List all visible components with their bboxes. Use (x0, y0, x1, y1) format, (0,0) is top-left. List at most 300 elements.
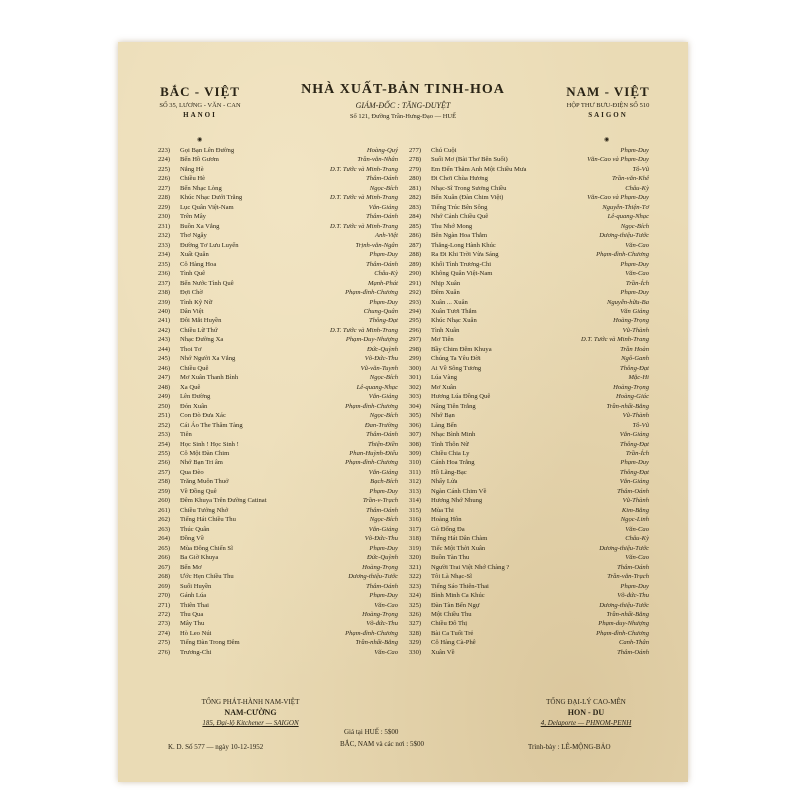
song-number: 294) (409, 307, 422, 315)
song-title: Tiếng Sáo Thiên-Thai (431, 582, 489, 590)
song-number: 264) (158, 535, 171, 543)
song-row (158, 572, 398, 581)
song-number: 309) (409, 450, 422, 457)
song-row (158, 241, 398, 250)
song-number: 231) (158, 222, 171, 230)
song-row (409, 174, 649, 183)
license-line: K. D. Số 577 — ngày 10-12-1952 (168, 743, 264, 751)
song-row (158, 203, 398, 212)
song-row (158, 440, 398, 449)
song-row (158, 222, 398, 231)
header-left (130, 84, 270, 119)
song-row (409, 572, 649, 581)
song-list-page (118, 42, 688, 782)
song-number: 256) (158, 459, 171, 467)
song-number: 257) (158, 468, 171, 476)
song-number: 236) (158, 270, 171, 278)
song-title: Về Đồng Quê (180, 487, 217, 495)
song-composer: Phạm-đình-Chương (596, 251, 649, 259)
song-title: Ai Về Sông Tương (431, 364, 482, 372)
song-row (409, 477, 649, 486)
song-composer: Thâm-Oánh (617, 648, 649, 656)
song-row (158, 468, 398, 477)
song-composer: Trần-Ích (625, 279, 649, 287)
song-list-left (158, 146, 398, 657)
song-title: Nhớ Bạn Tri âm (180, 459, 223, 467)
song-number: 268) (158, 573, 171, 581)
song-title: Đồng Về (180, 535, 204, 543)
song-row (409, 373, 649, 382)
song-title: Suối Mơ (Bài Thơ Bên Suối) (431, 156, 508, 164)
song-row (409, 392, 649, 401)
song-title: Đường Tơ Lưu Luyến (180, 241, 239, 249)
song-title: Bến Nước Tình Quê (180, 279, 234, 287)
song-row (158, 411, 398, 420)
song-composer: Thâm-Oánh (366, 213, 398, 221)
song-row (158, 250, 398, 259)
song-number: 319) (409, 544, 422, 552)
song-title: Học Sinh ! Học Sinh ! (180, 440, 239, 448)
song-composer: Tô-Vũ (632, 421, 649, 429)
song-title: Tiếng Hát Chiều Thu (180, 516, 236, 524)
song-composer: Mặc-Hi (628, 374, 649, 382)
song-title: Khối Tình Trương-Chi (431, 260, 492, 268)
song-title: Nhớ Cảnh Chiều Quê (431, 213, 489, 221)
song-composer: Phạm-đình-Chương (596, 629, 649, 637)
song-number: 279) (409, 165, 422, 173)
song-title: Cô Hàng Cà-Phê (431, 639, 476, 647)
song-number: 295) (409, 317, 422, 325)
song-composer: Thiện-Điền (367, 440, 398, 448)
song-number: 228) (158, 194, 171, 202)
designer-line: Trình-bày : LÊ-MỘNG-BẢO (528, 743, 611, 751)
song-composer: Văn-Cao và Phạm-Duy (587, 194, 649, 202)
brand-nam-viet: NAM - VIỆT (566, 84, 650, 99)
agent-address: 4, Delaporte — PHNOM-PENH (540, 719, 632, 727)
song-composer: Phạm-Duy (369, 592, 398, 600)
song-title: Bình Minh Ca Khúc (431, 592, 485, 600)
song-number: 272) (158, 610, 171, 618)
song-title: Hương Nhớ Nhung (431, 497, 483, 505)
song-composer: Ngọc-Bích (369, 184, 398, 192)
song-list-right (409, 146, 649, 657)
song-title: Lục Quân Việt-Nam (180, 203, 234, 211)
song-title: Tiếng Đàn Trong Đêm (180, 639, 240, 647)
song-row (158, 316, 398, 325)
song-composer: Văn-Cao (625, 270, 649, 278)
song-composer: Văn-Cao (625, 525, 649, 533)
song-composer: D.T. Tước và Minh-Trang (330, 326, 398, 334)
song-number: 288) (409, 251, 422, 259)
song-row (158, 591, 398, 600)
song-title: Em Đến Thăm Anh Một Chiều Mưa (431, 165, 527, 173)
distributor-saigon (168, 698, 333, 727)
brand-bac-viet: BẮC - VIỆT (160, 84, 240, 99)
song-row (409, 591, 649, 600)
song-number: 267) (158, 563, 171, 571)
song-title: Xuân Về (431, 648, 455, 656)
song-row (409, 563, 649, 572)
song-number: 299) (409, 355, 422, 363)
song-composer: Phạm-Duy (369, 544, 398, 552)
song-composer: Văn-Cao (625, 554, 649, 562)
page-footer (118, 698, 688, 778)
song-composer: Nguyễn-hữu-Ba (606, 298, 649, 306)
song-title: Tình Thôn Nữ (431, 440, 469, 448)
song-row (158, 477, 398, 486)
song-number: 312) (409, 478, 422, 486)
song-row (158, 449, 398, 458)
song-number: 321) (409, 563, 422, 571)
song-row (158, 174, 398, 183)
song-title: Bến Nhạc Lòng (180, 184, 222, 192)
song-row (158, 638, 398, 647)
song-row (158, 534, 398, 543)
song-title: Chiều Đô Thị (431, 620, 468, 628)
song-row (409, 534, 649, 543)
song-number: 316) (409, 516, 422, 524)
song-composer: Bạch-Bích (370, 478, 398, 486)
song-title: Mùa Thi (431, 506, 454, 514)
song-title: Đêm Xuân (431, 289, 460, 297)
song-title: Nhịp Xuân (431, 279, 461, 287)
header-center (268, 82, 538, 120)
song-number: 325) (409, 601, 422, 609)
song-row (158, 553, 398, 562)
ornament-icon: ◉ (604, 137, 610, 143)
song-number: 278) (409, 156, 422, 164)
song-title: Mơ Xuân Thanh Bình (180, 374, 239, 382)
song-number: 327) (409, 620, 422, 628)
song-composer: Văn-Giảng (368, 468, 398, 476)
song-title: Tình Kỹ Nữ (180, 298, 213, 306)
song-composer: Trần-văn-Khê (612, 175, 649, 183)
song-title: Thu Nhớ Mong (431, 222, 473, 230)
song-row (158, 392, 398, 401)
song-composer: Hoàng-Trọng (613, 317, 649, 325)
song-composer: D.T. Tước và Minh-Trang (330, 194, 398, 202)
song-title: Cô Một Đàn Chim (180, 450, 230, 457)
song-row (158, 458, 398, 467)
song-number: 330) (409, 648, 422, 656)
song-composer: Thâm-Oánh (617, 563, 649, 571)
song-title: Mơ Tiên (431, 336, 454, 344)
song-row (158, 430, 398, 439)
song-number: 237) (158, 279, 171, 287)
song-composer: Trần-Ích (625, 450, 649, 457)
song-row (158, 515, 398, 524)
song-title: Hồ Lãng-Bạc (431, 468, 467, 476)
song-title: Tiên (180, 431, 192, 439)
song-row (158, 146, 398, 155)
song-composer: Phạm-đình-Chương (345, 459, 398, 467)
song-composer: Phạm-Duy (620, 147, 649, 154)
song-number: 318) (409, 535, 422, 543)
song-row (409, 298, 649, 307)
song-composer: Châu-Kỳ (374, 270, 398, 278)
song-number: 282) (409, 194, 422, 202)
song-composer: Võ-Đức-Thu (364, 355, 398, 363)
song-number: 225) (158, 165, 171, 173)
song-composer: Dương-thiệu-Tước (599, 232, 649, 240)
song-title: Tình Xuân (431, 326, 460, 334)
song-row (409, 279, 649, 288)
song-title: Nhạc-Sĩ Trong Sương Chiều (431, 184, 507, 192)
song-number: 300) (409, 364, 422, 372)
song-number: 255) (158, 450, 171, 457)
song-composer: Trịnh-văn-Ngân (355, 241, 398, 249)
song-title: Làng Bến (431, 421, 457, 429)
song-composer: Phạm-Duy-Nhượng (345, 336, 398, 344)
song-number: 244) (158, 345, 171, 353)
song-composer: Thâm-Oánh (366, 175, 398, 183)
song-number: 259) (158, 487, 171, 495)
song-number: 296) (409, 326, 422, 334)
song-row (409, 326, 649, 335)
song-row (158, 335, 398, 344)
song-number: 275) (158, 639, 171, 647)
song-composer: Đan-Trường (364, 421, 398, 429)
song-composer: Vũ-Thành (622, 497, 649, 505)
song-composer: Anh-Việt (375, 232, 398, 240)
song-title: Nhạc Bình Minh (431, 431, 476, 439)
song-title: Ngàn Cánh Chim Về (431, 487, 487, 495)
song-number: 260) (158, 497, 171, 505)
song-composer: Ngọc-Bích (620, 222, 649, 230)
song-title: Xuất Quân (180, 251, 209, 259)
song-composer: Lê-quang-Nhạc (356, 383, 398, 391)
song-row (158, 402, 398, 411)
song-number: 226) (158, 175, 171, 183)
song-composer: Chung-Quân (363, 307, 398, 315)
song-composer: Tô-Vũ (632, 165, 649, 173)
song-number: 245) (158, 355, 171, 363)
song-composer: Ngọc-Bích (369, 516, 398, 524)
song-number: 293) (409, 298, 422, 306)
song-number: 291) (409, 279, 422, 287)
song-row (158, 544, 398, 553)
address-hanoi: SỐ 35, LƯƠNG - VĂN - CAN (159, 102, 241, 109)
agent-cambodia (506, 698, 666, 727)
song-number: 224) (158, 156, 171, 164)
agent-title: TỔNG ĐẠI-LÝ CAO-MÊN (546, 698, 626, 706)
song-composer: Ngọc-Bích (369, 374, 398, 382)
song-number: 285) (409, 222, 422, 230)
song-composer: Dương-thiệu-Tước (599, 601, 649, 609)
song-composer: Văn-Giảng (619, 431, 649, 439)
song-row (409, 203, 649, 212)
song-title: Hò Leo Núi (180, 629, 212, 637)
song-composer: Phạm-Duy (620, 289, 649, 297)
song-title: Cánh Hoa Trắng (431, 459, 475, 467)
song-row (158, 298, 398, 307)
song-title: Chúng Ta Yêu Đời (431, 355, 481, 363)
song-number: 238) (158, 289, 171, 297)
song-number: 229) (158, 203, 171, 211)
song-composer: Văn Giảng (620, 307, 649, 315)
song-number: 304) (409, 402, 422, 410)
song-composer: Thông-Đạt (620, 364, 649, 372)
song-composer: Hoàng-Giác (616, 393, 649, 401)
song-composer: Kim-Bằng (621, 506, 649, 514)
address-hue: Số 121, Đường Trần-Hưng-Đạo — HUẾ (349, 113, 457, 120)
song-composer: Phạm-đình-Chương (345, 629, 398, 637)
song-number: 310) (409, 459, 422, 467)
song-number: 243) (158, 336, 171, 344)
song-number: 269) (158, 582, 171, 590)
song-row (158, 487, 398, 496)
song-row (409, 487, 649, 496)
song-number: 328) (409, 629, 422, 637)
song-number: 253) (158, 431, 171, 439)
song-composer: Hoàng-Trọng (613, 383, 649, 391)
song-row (158, 648, 398, 657)
song-row (158, 326, 398, 335)
song-title: Bến Mơ (180, 563, 202, 571)
song-title: Dân Việt (180, 307, 204, 315)
song-composer: Mạnh-Phát (367, 279, 398, 287)
publisher-name: NHÀ XUẤT-BẢN TINH-HOA (301, 82, 505, 97)
song-composer: Văn-Giảng (368, 525, 398, 533)
song-row (409, 222, 649, 231)
song-row (409, 553, 649, 562)
song-number: 314) (409, 497, 422, 505)
song-composer: Trần-văn-Trạch (607, 573, 649, 581)
song-row (158, 165, 398, 174)
song-title: Chiều Quê (180, 364, 209, 372)
song-number: 297) (409, 336, 422, 344)
agent-name: HON - DU (567, 708, 605, 717)
song-composer: D.T. Tước và Minh-Trang (330, 222, 398, 230)
song-title: Xuân Tươi Thắm (431, 307, 477, 315)
song-row (409, 212, 649, 221)
song-row (158, 525, 398, 534)
song-number: 251) (158, 412, 171, 420)
song-title: Khúc Nhạc Xuân (431, 317, 477, 325)
distributor-title: TỔNG PHÁT-HÀNH NAM-VIỆT (201, 698, 300, 706)
song-title: Thơ Ngây (180, 232, 207, 240)
song-row (409, 231, 649, 240)
song-composer: Văn-Cao và Phạm-Duy (587, 156, 649, 164)
song-title: Nhẩy Lửa (431, 478, 458, 486)
song-row (409, 316, 649, 325)
song-number: 239) (158, 298, 171, 306)
song-title: Chiều Lữ Thứ (180, 326, 218, 334)
song-title: Đêm Khuya Trên Đường Catinat (180, 497, 267, 505)
song-row (158, 155, 398, 164)
song-composer: Phạm-Duy (369, 251, 398, 259)
song-title: Tôi Là Nhạc-Sĩ (431, 573, 473, 581)
song-number: 307) (409, 431, 422, 439)
song-composer: Châu-Kỳ (625, 535, 649, 543)
song-number: 323) (409, 582, 422, 590)
song-number: 241) (158, 317, 171, 325)
song-number: 317) (409, 525, 422, 533)
song-composer: Vũ-văn-Tuynh (360, 364, 398, 372)
song-composer: Trần-văn-Nhân (357, 156, 398, 164)
song-title: Thăng-Long Hành Khúc (431, 241, 496, 249)
song-row (409, 411, 649, 420)
song-composer: Vũ-Thành (622, 412, 649, 420)
song-composer: Phạm-đình-Chương (345, 402, 398, 410)
song-title: Chiều Hè (180, 175, 206, 183)
song-composer: Phạm-Duy (620, 260, 649, 268)
song-composer: Ngô-Ganh (621, 355, 649, 363)
song-number: 286) (409, 232, 422, 240)
song-row (409, 449, 649, 458)
song-title: Trương-Chi (180, 648, 212, 656)
song-row (409, 146, 649, 155)
song-composer: Thông-Đạt (620, 440, 649, 448)
song-title: Đôi Mắt Huyền (180, 317, 222, 325)
song-number: 289) (409, 260, 422, 268)
song-number: 308) (409, 440, 422, 448)
song-title: Ra Đi Khi Trời Vừa Sáng (431, 251, 499, 259)
song-title: Ước Hẹn Chiều Thu (180, 573, 234, 581)
song-title: Hoàng Hôn (431, 516, 462, 524)
song-row (158, 184, 398, 193)
song-title: Nâng Tiên Trắng (431, 402, 476, 410)
song-number: 232) (158, 232, 171, 240)
song-composer: Ngọc-Linh (620, 516, 649, 524)
song-title: Nhạc Đường Xa (180, 336, 224, 344)
song-composer: Văn-Giảng (368, 203, 398, 211)
song-title: Tiếc Một Thời Xuân (431, 544, 486, 552)
song-composer: Dương-thiệu-Tước (599, 544, 649, 552)
song-number: 298) (409, 345, 422, 353)
song-number: 250) (158, 402, 171, 410)
song-title: Suối Huyền (180, 582, 212, 590)
song-row (409, 260, 649, 269)
song-row (409, 288, 649, 297)
song-row (158, 364, 398, 373)
song-title: Thu Qua (180, 610, 204, 618)
song-title: Trăng Muôn Thuở (180, 478, 229, 486)
song-row (409, 496, 649, 505)
song-title: Nhớ Bạn (431, 412, 455, 420)
song-row (158, 212, 398, 221)
song-number: 246) (158, 364, 171, 372)
price-hue: Giá tại HUẾ : 5$00 (344, 728, 399, 736)
song-composer: Lê-quang-Nhạc (607, 213, 649, 221)
song-row (158, 373, 398, 382)
song-row (409, 544, 649, 553)
song-composer: Thông-Đạt (369, 317, 398, 325)
song-row (409, 250, 649, 259)
song-title: Mơ Xuân (431, 383, 457, 391)
song-row (409, 421, 649, 430)
song-composer: Thâm-Oánh (366, 582, 398, 590)
song-composer: Trần Hoàn (620, 345, 649, 353)
song-number: 262) (158, 516, 171, 524)
song-composer: Phạm-Duy (620, 582, 649, 590)
song-composer: D.T. Tước và Minh-Trang (581, 336, 649, 344)
song-row (409, 364, 649, 373)
song-number: 242) (158, 326, 171, 334)
song-number: 270) (158, 592, 171, 600)
song-number: 292) (409, 289, 422, 297)
song-composer: Văn-Giảng (368, 393, 398, 401)
song-row (409, 345, 649, 354)
distributor-name: NAM-CƯỜNG (224, 708, 277, 717)
song-number: 287) (409, 241, 422, 249)
song-number: 276) (158, 648, 171, 656)
song-title: Thoi Tơ (180, 345, 202, 353)
song-title: Thiên Thai (180, 601, 209, 609)
song-title: Buồn Xa Vắng (180, 222, 220, 230)
song-title: Xuân ... Xuân (431, 298, 468, 306)
song-number: 273) (158, 620, 171, 628)
